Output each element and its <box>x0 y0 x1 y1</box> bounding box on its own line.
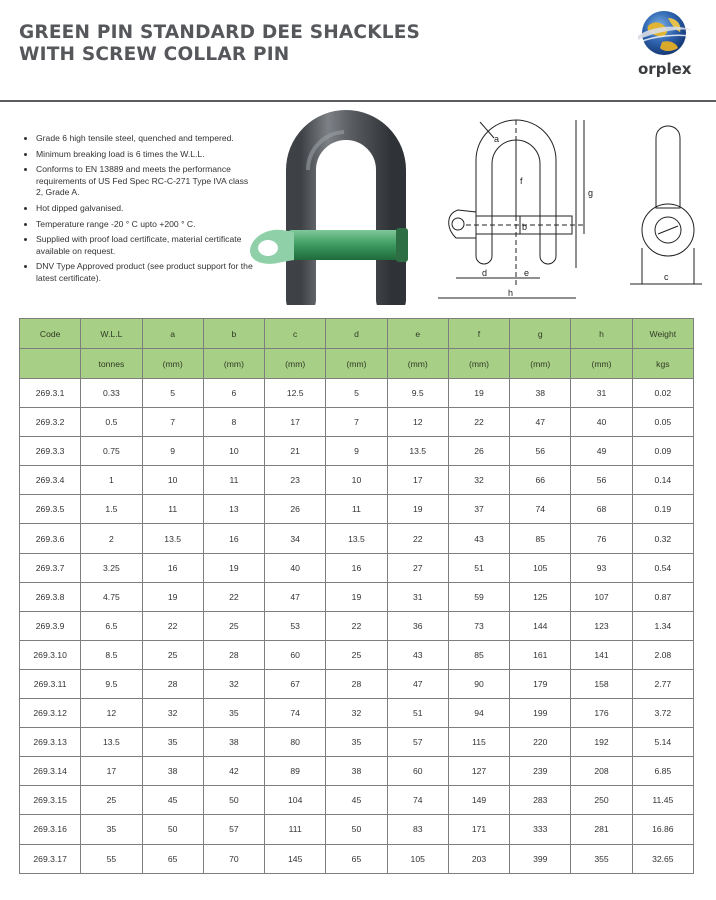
table-cell: 8.5 <box>81 640 142 669</box>
table-cell: 22 <box>203 582 264 611</box>
column-header: d <box>326 319 387 349</box>
table-cell: 105 <box>510 553 571 582</box>
table-cell: 12 <box>387 408 448 437</box>
table-row <box>20 408 694 437</box>
table-row <box>20 815 694 844</box>
feature-item: Temperature range -20 ° C upto +200 ° C. <box>22 219 257 231</box>
code-cell: 269.3.7 <box>20 553 81 582</box>
table-cell: 59 <box>448 582 509 611</box>
table-cell: 11 <box>203 466 264 495</box>
table-cell: 19 <box>326 582 387 611</box>
feature-item: Supplied with proof load certificate, material certificate available on request. <box>22 234 257 257</box>
header-divider <box>0 100 716 102</box>
table-cell: 2 <box>81 524 142 553</box>
table-cell: 28 <box>203 640 264 669</box>
table-cell: 7 <box>326 408 387 437</box>
table-cell: 50 <box>326 815 387 844</box>
column-header: h <box>571 319 632 349</box>
table-cell: 85 <box>448 640 509 669</box>
label-d: d <box>482 268 488 278</box>
table-cell: 25 <box>326 640 387 669</box>
table-cell: 13.5 <box>81 728 142 757</box>
column-header: a <box>142 319 203 349</box>
table-cell: 0.05 <box>632 408 693 437</box>
table-cell: 203 <box>448 844 509 873</box>
table-cell: 17 <box>81 757 142 786</box>
table-cell: 26 <box>448 437 509 466</box>
column-header: c <box>265 319 326 349</box>
code-cell: 269.3.4 <box>20 466 81 495</box>
table-cell: 0.09 <box>632 437 693 466</box>
table-cell: 23 <box>265 466 326 495</box>
table-cell: 0.87 <box>632 582 693 611</box>
column-header: g <box>510 319 571 349</box>
table-cell: 80 <box>265 728 326 757</box>
shackle-front-diagram <box>436 108 604 306</box>
table-cell: 57 <box>203 815 264 844</box>
table-row <box>20 728 694 757</box>
column-header: e <box>387 319 448 349</box>
table-cell: 3.25 <box>81 553 142 582</box>
table-cell: 17 <box>387 466 448 495</box>
table-cell: 93 <box>571 553 632 582</box>
table-cell: 47 <box>387 669 448 698</box>
unit-cell: (mm) <box>510 349 571 379</box>
feature-list <box>22 133 257 289</box>
table-cell: 6.85 <box>632 757 693 786</box>
table-cell: 45 <box>326 786 387 815</box>
table-cell: 13.5 <box>387 437 448 466</box>
table-cell: 9 <box>326 437 387 466</box>
table-cell: 10 <box>326 466 387 495</box>
table-cell: 56 <box>510 437 571 466</box>
table-cell: 35 <box>326 728 387 757</box>
code-cell: 269.3.8 <box>20 582 81 611</box>
table-cell: 16 <box>142 553 203 582</box>
table-cell: 11.45 <box>632 786 693 815</box>
label-c: c <box>664 272 669 282</box>
table-cell: 26 <box>265 495 326 524</box>
unit-cell: kgs <box>632 349 693 379</box>
table-cell: 11 <box>326 495 387 524</box>
unit-cell: (mm) <box>448 349 509 379</box>
table-cell: 38 <box>203 728 264 757</box>
table-cell: 43 <box>387 640 448 669</box>
unit-cell: (mm) <box>387 349 448 379</box>
table-cell: 115 <box>448 728 509 757</box>
table-row <box>20 786 694 815</box>
code-cell: 269.3.1 <box>20 379 81 408</box>
code-cell: 269.3.13 <box>20 728 81 757</box>
table-cell: 220 <box>510 728 571 757</box>
table-cell: 43 <box>448 524 509 553</box>
column-header: Code <box>20 319 81 349</box>
code-cell: 269.3.12 <box>20 699 81 728</box>
table-cell: 60 <box>265 640 326 669</box>
table-cell: 31 <box>571 379 632 408</box>
table-cell: 6.5 <box>81 611 142 640</box>
table-cell: 28 <box>142 669 203 698</box>
label-h: h <box>508 288 514 298</box>
code-cell: 269.3.15 <box>20 786 81 815</box>
table-row <box>20 669 694 698</box>
table-row <box>20 582 694 611</box>
table-cell: 25 <box>203 611 264 640</box>
table-cell: 34 <box>265 524 326 553</box>
table-cell: 158 <box>571 669 632 698</box>
table-row <box>20 524 694 553</box>
table-cell: 35 <box>142 728 203 757</box>
spec-table <box>19 318 694 874</box>
table-cell: 40 <box>571 408 632 437</box>
table-cell: 107 <box>571 582 632 611</box>
spec-table-body <box>20 379 694 874</box>
table-cell: 66 <box>510 466 571 495</box>
table-cell: 105 <box>387 844 448 873</box>
table-cell: 40 <box>265 553 326 582</box>
unit-cell: (mm) <box>571 349 632 379</box>
table-cell: 51 <box>448 553 509 582</box>
table-cell: 0.75 <box>81 437 142 466</box>
table-cell: 50 <box>142 815 203 844</box>
table-row <box>20 757 694 786</box>
table-cell: 28 <box>326 669 387 698</box>
column-header: b <box>203 319 264 349</box>
table-cell: 161 <box>510 640 571 669</box>
table-cell: 3.72 <box>632 699 693 728</box>
code-cell: 269.3.11 <box>20 669 81 698</box>
table-cell: 50 <box>203 786 264 815</box>
table-cell: 47 <box>510 408 571 437</box>
table-cell: 125 <box>510 582 571 611</box>
table-cell: 7 <box>142 408 203 437</box>
table-cell: 111 <box>265 815 326 844</box>
table-cell: 127 <box>448 757 509 786</box>
table-cell: 145 <box>265 844 326 873</box>
shackle-side-diagram <box>628 108 708 306</box>
label-f: f <box>520 176 523 186</box>
table-cell: 0.54 <box>632 553 693 582</box>
table-cell: 9.5 <box>387 379 448 408</box>
table-cell: 85 <box>510 524 571 553</box>
table-cell: 0.5 <box>81 408 142 437</box>
table-cell: 250 <box>571 786 632 815</box>
table-cell: 12 <box>81 699 142 728</box>
table-cell: 73 <box>448 611 509 640</box>
table-cell: 56 <box>571 466 632 495</box>
table-cell: 399 <box>510 844 571 873</box>
title-line-1: GREEN PIN STANDARD DEE SHACKLES <box>19 22 421 43</box>
table-cell: 5 <box>142 379 203 408</box>
table-cell: 31 <box>387 582 448 611</box>
table-cell: 51 <box>387 699 448 728</box>
table-cell: 123 <box>571 611 632 640</box>
table-row <box>20 699 694 728</box>
table-cell: 55 <box>81 844 142 873</box>
feature-item: DNV Type Approved product (see product support for the latest certificate). <box>22 261 257 284</box>
table-cell: 38 <box>326 757 387 786</box>
table-cell: 10 <box>203 437 264 466</box>
table-cell: 16.86 <box>632 815 693 844</box>
code-cell: 269.3.10 <box>20 640 81 669</box>
table-row <box>20 466 694 495</box>
table-cell: 13.5 <box>142 524 203 553</box>
table-cell: 25 <box>142 640 203 669</box>
unit-cell: (mm) <box>265 349 326 379</box>
table-cell: 16 <box>203 524 264 553</box>
table-cell: 144 <box>510 611 571 640</box>
table-cell: 74 <box>510 495 571 524</box>
table-cell: 0.02 <box>632 379 693 408</box>
feature-item: Hot dipped galvanised. <box>22 203 257 215</box>
table-cell: 239 <box>510 757 571 786</box>
table-row <box>20 611 694 640</box>
table-cell: 5.14 <box>632 728 693 757</box>
table-cell: 27 <box>387 553 448 582</box>
table-row <box>20 379 694 408</box>
table-cell: 10 <box>142 466 203 495</box>
table-cell: 60 <box>387 757 448 786</box>
label-g: g <box>588 188 594 198</box>
table-cell: 35 <box>81 815 142 844</box>
table-cell: 149 <box>448 786 509 815</box>
table-cell: 179 <box>510 669 571 698</box>
table-cell: 13.5 <box>326 524 387 553</box>
label-b: b <box>522 222 528 232</box>
table-cell: 199 <box>510 699 571 728</box>
table-cell: 6 <box>203 379 264 408</box>
table-cell: 74 <box>387 786 448 815</box>
table-cell: 12.5 <box>265 379 326 408</box>
table-cell: 1.5 <box>81 495 142 524</box>
table-row <box>20 640 694 669</box>
table-cell: 9 <box>142 437 203 466</box>
code-cell: 269.3.16 <box>20 815 81 844</box>
table-cell: 25 <box>81 786 142 815</box>
table-cell: 57 <box>387 728 448 757</box>
table-cell: 67 <box>265 669 326 698</box>
table-cell: 0.33 <box>81 379 142 408</box>
code-cell: 269.3.5 <box>20 495 81 524</box>
table-cell: 22 <box>387 524 448 553</box>
table-cell: 74 <box>265 699 326 728</box>
code-cell: 269.3.17 <box>20 844 81 873</box>
table-cell: 9.5 <box>81 669 142 698</box>
table-cell: 176 <box>571 699 632 728</box>
table-cell: 94 <box>448 699 509 728</box>
table-cell: 37 <box>448 495 509 524</box>
table-cell: 19 <box>142 582 203 611</box>
unit-cell: tonnes <box>81 349 142 379</box>
code-cell: 269.3.14 <box>20 757 81 786</box>
table-cell: 0.14 <box>632 466 693 495</box>
unit-cell: (mm) <box>326 349 387 379</box>
table-cell: 16 <box>326 553 387 582</box>
table-cell: 8 <box>203 408 264 437</box>
table-cell: 49 <box>571 437 632 466</box>
table-cell: 35 <box>203 699 264 728</box>
table-cell: 22 <box>142 611 203 640</box>
shackle-photo <box>246 110 436 305</box>
table-cell: 17 <box>265 408 326 437</box>
table-cell: 208 <box>571 757 632 786</box>
table-cell: 76 <box>571 524 632 553</box>
table-cell: 42 <box>203 757 264 786</box>
feature-item: Minimum breaking load is 6 times the W.L.L. <box>22 149 257 161</box>
table-cell: 283 <box>510 786 571 815</box>
table-cell: 11 <box>142 495 203 524</box>
table-cell: 83 <box>387 815 448 844</box>
table-cell: 36 <box>387 611 448 640</box>
table-cell: 22 <box>326 611 387 640</box>
unit-cell: (mm) <box>203 349 264 379</box>
table-cell: 281 <box>571 815 632 844</box>
code-cell: 269.3.2 <box>20 408 81 437</box>
table-cell: 38 <box>142 757 203 786</box>
table-cell: 19 <box>448 379 509 408</box>
table-cell: 70 <box>203 844 264 873</box>
feature-item: Grade 6 high tensile steel, quenched and tempered. <box>22 133 257 145</box>
table-cell: 19 <box>387 495 448 524</box>
table-cell: 53 <box>265 611 326 640</box>
table-cell: 65 <box>142 844 203 873</box>
unit-cell <box>20 349 81 379</box>
code-cell: 269.3.3 <box>20 437 81 466</box>
table-cell: 89 <box>265 757 326 786</box>
table-cell: 32.65 <box>632 844 693 873</box>
table-cell: 141 <box>571 640 632 669</box>
code-cell: 269.3.9 <box>20 611 81 640</box>
title-line-2: WITH SCREW COLLAR PIN <box>19 44 290 65</box>
table-cell: 0.32 <box>632 524 693 553</box>
brand-name: orplex <box>638 60 692 78</box>
table-cell: 104 <box>265 786 326 815</box>
table-cell: 21 <box>265 437 326 466</box>
label-a: a <box>494 134 500 144</box>
table-row <box>20 437 694 466</box>
table-cell: 32 <box>326 699 387 728</box>
table-cell: 2.77 <box>632 669 693 698</box>
table-cell: 19 <box>203 553 264 582</box>
table-cell: 22 <box>448 408 509 437</box>
table-header-row <box>20 319 694 349</box>
table-unit-row <box>20 349 694 379</box>
table-cell: 32 <box>203 669 264 698</box>
table-cell: 45 <box>142 786 203 815</box>
feature-item: Conforms to EN 13889 and meets the performance requirements of US Fed Spec RC-C-271 Type IVA class 2, Grade A. <box>22 164 257 199</box>
table-cell: 333 <box>510 815 571 844</box>
table-cell: 1 <box>81 466 142 495</box>
table-cell: 68 <box>571 495 632 524</box>
table-row <box>20 495 694 524</box>
table-cell: 0.19 <box>632 495 693 524</box>
table-row <box>20 553 694 582</box>
table-cell: 90 <box>448 669 509 698</box>
page-title <box>19 22 420 66</box>
table-cell: 32 <box>142 699 203 728</box>
unit-cell: (mm) <box>142 349 203 379</box>
table-cell: 1.34 <box>632 611 693 640</box>
table-cell: 65 <box>326 844 387 873</box>
table-cell: 47 <box>265 582 326 611</box>
code-cell: 269.3.6 <box>20 524 81 553</box>
table-cell: 32 <box>448 466 509 495</box>
label-e: e <box>524 268 530 278</box>
column-header: f <box>448 319 509 349</box>
column-header: Weight <box>632 319 693 349</box>
table-cell: 2.08 <box>632 640 693 669</box>
table-cell: 171 <box>448 815 509 844</box>
table-cell: 5 <box>326 379 387 408</box>
table-cell: 38 <box>510 379 571 408</box>
table-cell: 192 <box>571 728 632 757</box>
table-cell: 355 <box>571 844 632 873</box>
table-row <box>20 844 694 873</box>
table-cell: 4.75 <box>81 582 142 611</box>
column-header: W.L.L <box>81 319 142 349</box>
table-cell: 13 <box>203 495 264 524</box>
